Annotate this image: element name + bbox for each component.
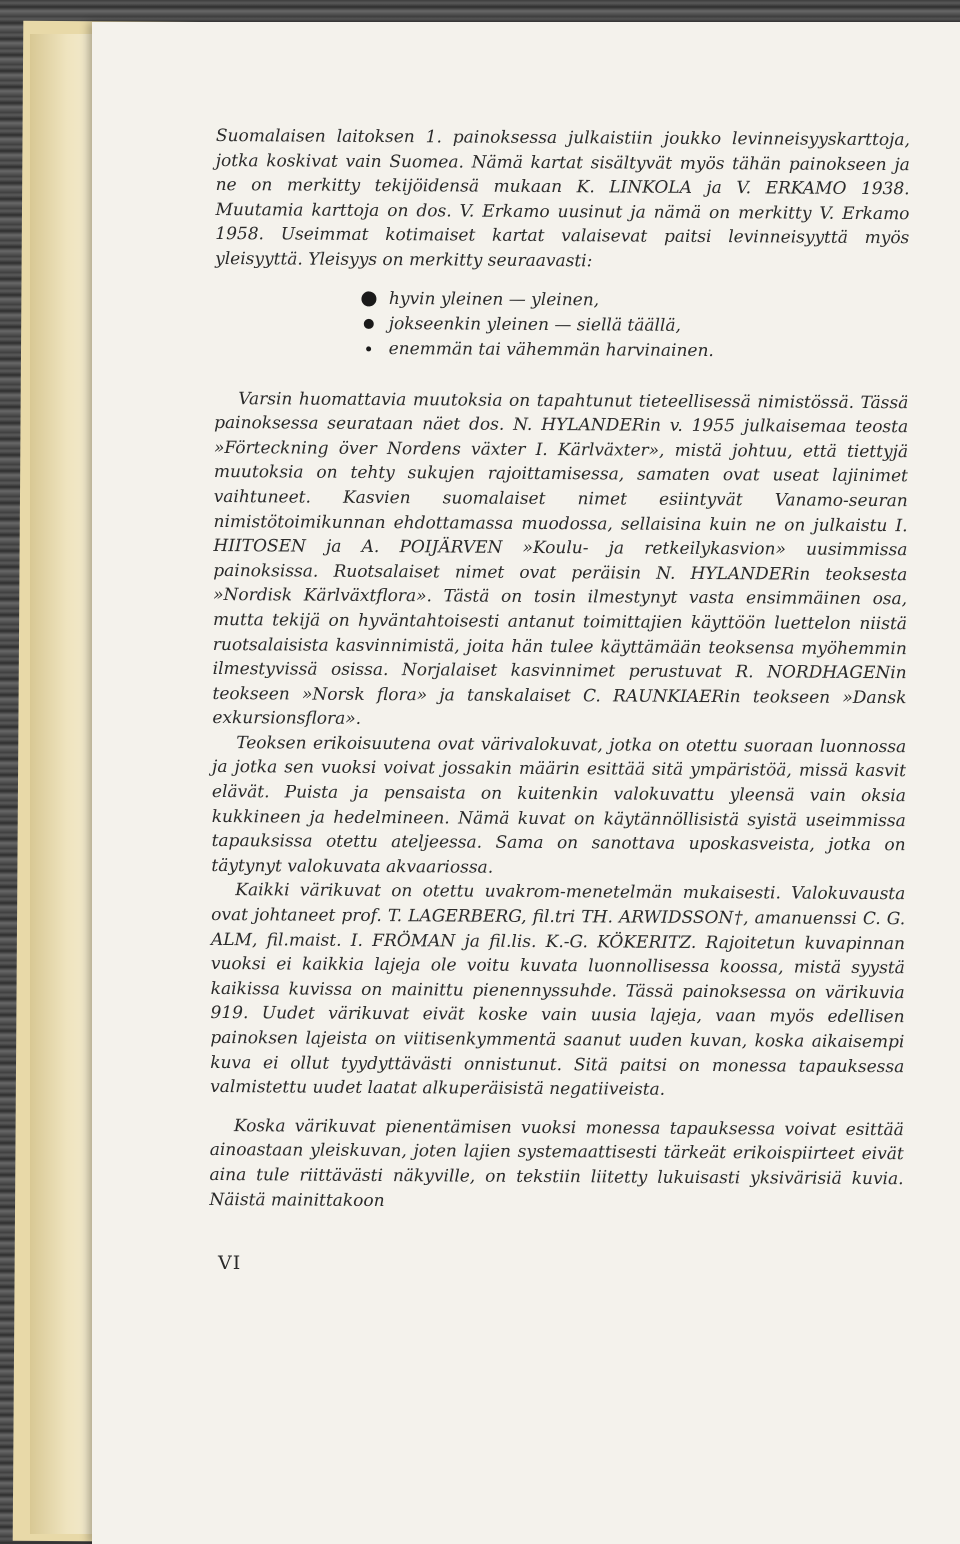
legend-label: hyvin yleinen — yleinen, [388,288,600,310]
legend-item-fairly-common [363,311,909,339]
large-dot-icon [361,291,376,306]
legend-item-rare [363,336,909,364]
legend-item-common [363,286,909,314]
legend-label: enemmän tai vähemmän harvinainen. [388,338,714,361]
legend-label: jokseenkin yleinen — siellä täällä, [388,313,681,336]
paragraph-nomenclature: Varsin huomattavia muutoksia on tapahtunut tieteellisessä nimistössä. Tässä painoksessa seurataan näet dos. N. HYLANDERin v. 1955 julkaisemaa teosta »Förteckning över Nordens växter I. Kärlväxter», mistä johtuu, että tiettyjä muutoksia on tehty sukujen rajoittamisessa, samaten ovat useat lajinimet vaihtuneet. Kasvien suomalaiset nimet esiintyvät Vanamo-seuran nimistötoimikunnan ehdottamassa muodossa, sellaisina kuin ne on julkaistu I. HIITOSEN ja A. POIJÄRVEN »Koulu- ja retkeilykasvion» uusimmissa painoksissa. Ruotsalaiset nimet ovat peräisin N. HYLANDERin teoksesta »Nordisk Kärlväxtflora». Tästä on tosin ilmestynyt vasta ensimmäinen osa, mutta tekijä on hyväntahtoisesti antanut toimittajien käyttöön luettelon niistä ruotsalaisista kasvinnimistä, joita hän tulee käyttämään teoksensa myöhemmin ilmestyvissä osissa. Norjalaiset kasvinnimet perustuvat R. NORDHAGENin teokseen »Norsk flora» ja tanskalaiset C. RAUNKIAERin teokseen »Dansk exkursionsflora». [212,388,909,730]
page-number: VI [218,1252,242,1274]
frequency-legend [363,286,909,364]
small-dot-icon [366,346,371,351]
medium-dot-icon [364,319,374,329]
paragraph-photographs: Teoksen erikoisuutena ovat värivalokuvat, jotka on otettu suoraan luonnossa ja jotka sen vuoksi voivat jossakin määrin esittää sitä ympäristöä, missä kasvit elävät. Puista ja pensaista on kuitenkin valokuvattu yleensä vain oksia kukkineen ja hedelmineen. Nämä kuvat on käytännöllisistä syistä useimmissa tapauksissa otettu ateljeessa. Sama on sanottava uposkasveista, jotka on täytynyt valokuvata akvaariossa. [211,733,907,878]
page-text [209,124,910,1216]
paragraph-distribution-maps: Suomalaisen laitoksen 1. painoksessa julkaistiin joukko levinneisyyskarttoja, jotka koskivat vain Suomea. Nämä kartat sisältyvät myös tähän painokseen ja ne on merkitty tekijöidensä mukaan K. LINKOLA ja V. ERKAMO 1938. Muutamia karttoja on dos. V. Erkamo uusinut ja nämä on merkitty V. Erkamo 1958. Useimmat kotimaiset kartat valaisevat paitsi levinneisyyttä myös yleisyyttä. Yleisyys on merkitty seuraavasti: [215,125,910,272]
paragraph-color-plates: Kaikki värikuvat on otettu uvakrom-menetelmän mukaisesti. Valokuvausta ovat johtaneet prof. T. LAGERBERG, fil.tri TH. ARWIDSSON†, amanuenssi C. G. ALM, fil.maist. I. FRÖMAN ja fil.lis. K.-G. KÖKERITZ. Rajoitetun kuvapinnan vuoksi ei kaikkia lajeja ole voitu kuvata luonnollisessa koossa, mistä syystä kaikissa kuvissa on mainittu pienennyssuhde. Tässä painoksessa on värikuvia 919. Uudet värikuvat eivät koske vain uusia lajeja, vaan myös edellisen painoksen lajeista on viitisenkymmentä saanut uuden kuvan, koska aikaisempi kuva ei ollut tyydyttävästi onnistunut. Sitä paitsi on monessa tapauksessa valmistettu uudet laatat alkuperäisistä negatiiveista. [210,880,906,1100]
paragraph-monochrome-figures: Koska värikuvat pienentämisen vuoksi monessa tapauksessa voivat esittää ainoastaan yleiskuvan, joten lajien systemaattisesti tärkeät erikoispiirteet eivät aina tule riittävästi näkyville, on tekstiin liitetty lukuisasti yksivärisiä kuvia. Näistä mainittakoon [209,1115,904,1211]
